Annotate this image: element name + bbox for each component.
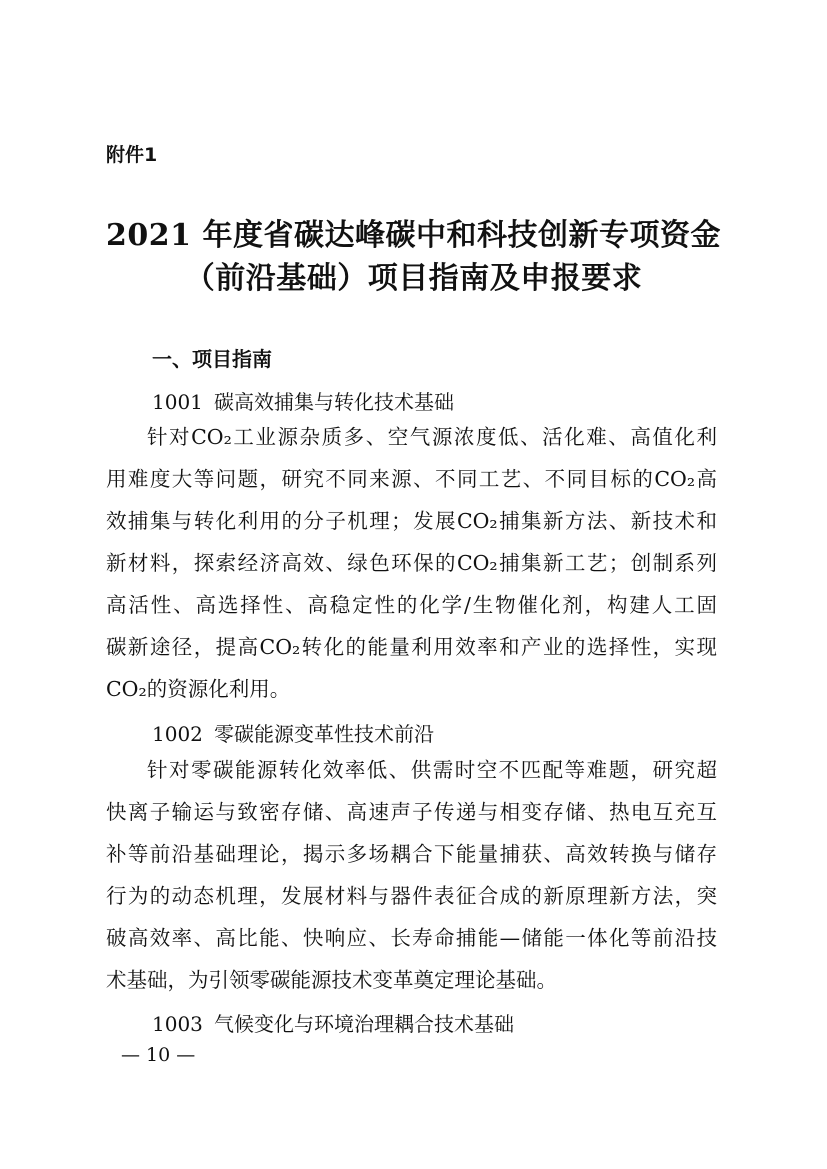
attachment-label: 附件1 [106, 144, 158, 166]
item-code: 1003 [152, 1012, 203, 1036]
page-number: — 10 — [121, 1044, 196, 1066]
item-heading-1002 [152, 718, 434, 747]
item-code: 1001 [152, 390, 203, 414]
paragraph-line: 针对CO₂工业源杂质多、空气源浓度低、活化难、高值化利 [147, 425, 717, 449]
paragraph-line: 快离子输运与致密存储、高速声子传递与相变存储、热电互充互 [106, 800, 717, 824]
paragraph-line: 补等前沿基础理论，揭示多场耦合下能量捕获、高效转换与储存 [106, 842, 717, 866]
document-title-line-2: （前沿基础）项目指南及申报要求 [184, 261, 643, 296]
paragraph-line: 术基础，为引领零碳能源技术变革奠定理论基础。 [106, 968, 557, 992]
item-heading-1001 [152, 386, 454, 415]
document-title-line-1: 2021 年度省碳达峰碳中和科技创新专项资金 [106, 218, 721, 253]
paragraph-line: 破高效率、高比能、快响应、长寿命捕能—储能一体化等前沿技 [106, 926, 717, 950]
paragraph-line: 效捕集与转化利用的分子机理；发展CO₂捕集新方法、新技术和 [106, 509, 717, 533]
item-heading-1003 [152, 1008, 514, 1037]
section-heading: 一、项目指南 [152, 347, 272, 371]
item-name: 气候变化与环境治理耦合技术基础 [214, 1012, 514, 1036]
paragraph-line: CO₂的资源化利用。 [106, 677, 291, 701]
item-name: 碳高效捕集与转化技术基础 [214, 390, 454, 414]
paragraph-line: 行为的动态机理，发展材料与器件表征合成的新原理新方法，突 [106, 884, 717, 908]
paragraph-line: 用难度大等问题，研究不同来源、不同工艺、不同目标的CO₂高 [106, 467, 717, 491]
paragraph-line: 针对零碳能源转化效率低、供需时空不匹配等难题，研究超 [147, 758, 717, 782]
item-name: 零碳能源变革性技术前沿 [214, 722, 434, 746]
paragraph-line: 新材料，探索经济高效、绿色环保的CO₂捕集新工艺；创制系列 [106, 551, 717, 575]
paragraph-line: 碳新途径，提高CO₂转化的能量利用效率和产业的选择性，实现 [106, 635, 717, 659]
paragraph-line: 高活性、高选择性、高稳定性的化学/生物催化剂，构建人工固 [106, 593, 717, 617]
item-code: 1002 [152, 722, 203, 746]
